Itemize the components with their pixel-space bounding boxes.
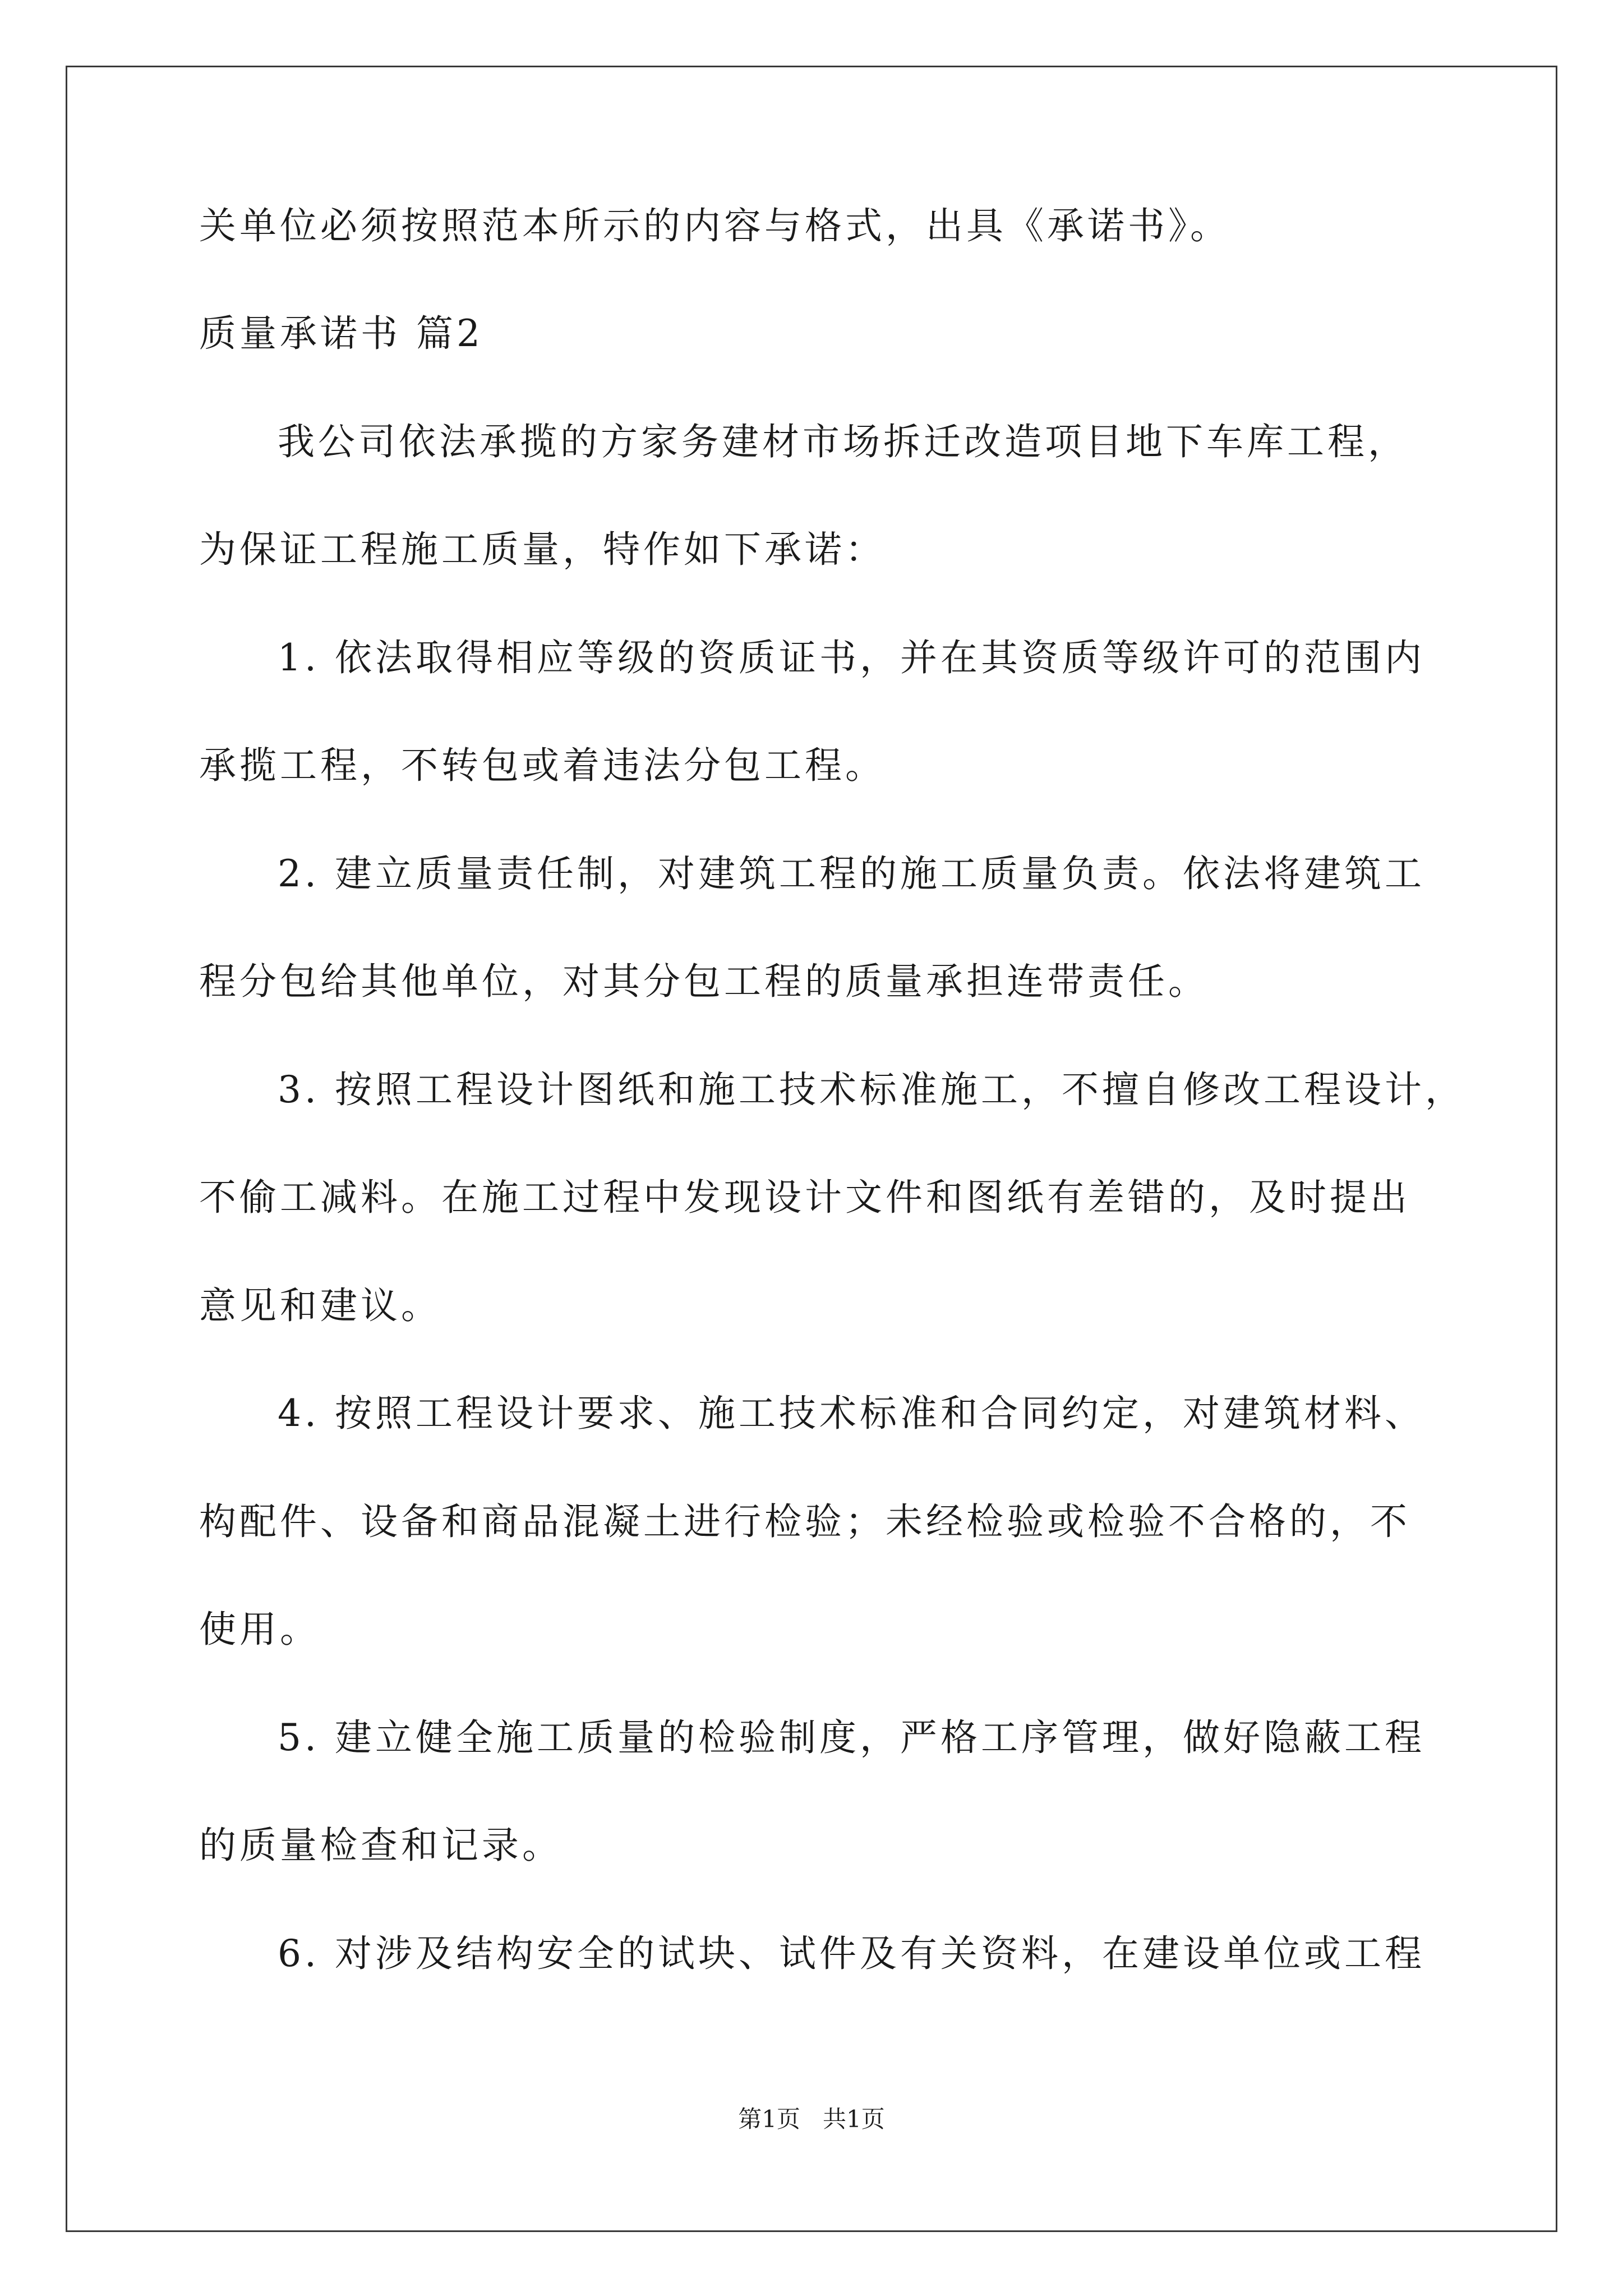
text-line: 1. 依法取得相应等级的资质证书，并在其资质等级许可的范围内: [278, 636, 1425, 679]
text-line: 不偷工减料。在施工过程中发现设计文件和图纸有差错的，及时提出: [199, 1176, 1410, 1219]
text-line: 关单位必须按照范本所示的内容与格式，出具《承诺书》。: [199, 204, 1230, 247]
text-line: 5. 建立健全施工质量的检验制度，严格工序管理，做好隐蔽工程: [278, 1716, 1425, 1759]
page-frame: [66, 66, 1557, 2232]
text-line: 构配件、设备和商品混凝土进行检验；未经检验或检验不合格的，不: [199, 1500, 1410, 1543]
text-line: 我公司依法承揽的方家务建材市场拆迁改造项目地下车库工程，: [278, 420, 1408, 463]
page-total: 共1页: [823, 2105, 885, 2133]
text-line: 3. 按照工程设计图纸和施工技术标准施工，不擅自修改工程设计，: [278, 1068, 1465, 1111]
text-line: 意见和建议。: [199, 1284, 441, 1327]
text-line: 2. 建立质量责任制，对建筑工程的施工质量负责。依法将建筑工: [278, 852, 1425, 895]
text-line: 为保证工程施工质量，特作如下承诺：: [199, 528, 886, 571]
section-heading: 质量承诺书 篇2: [199, 312, 483, 355]
text-line: 程分包给其他单位，对其分包工程的质量承担连带责任。: [199, 960, 1209, 1003]
page-number: 第1页: [738, 2105, 800, 2133]
page-footer: [0, 2101, 1623, 2134]
text-line: 6. 对涉及结构安全的试块、试件及有关资料，在建设单位或工程: [278, 1932, 1425, 1975]
text-line: 的质量检查和记录。: [199, 1824, 562, 1867]
text-line: 4. 按照工程设计要求、施工技术标准和合同约定，对建筑材料、: [278, 1392, 1425, 1435]
text-line: 承揽工程，不转包或着违法分包工程。: [199, 744, 886, 787]
text-line: 使用。: [199, 1608, 320, 1651]
